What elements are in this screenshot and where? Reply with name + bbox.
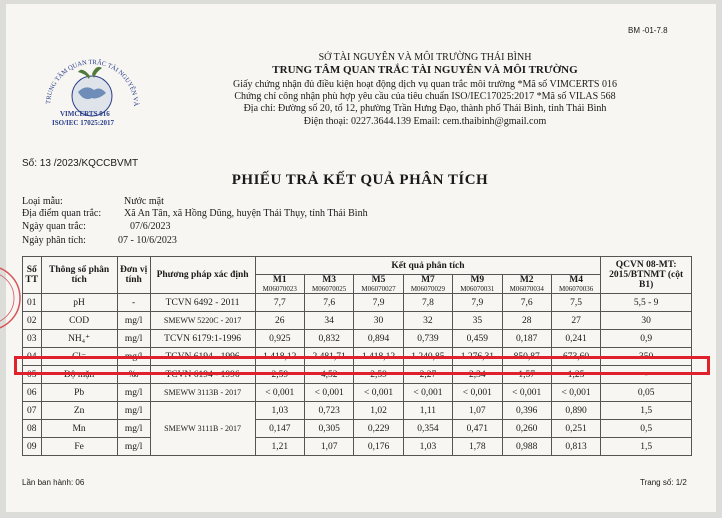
result-value: 0,813 <box>551 438 600 456</box>
unit: mg/l <box>117 402 150 420</box>
header-method: Phương pháp xác định <box>150 257 255 294</box>
result-value: 7,9 <box>354 294 403 312</box>
result-value: 32 <box>403 312 452 330</box>
header-results: Kết quả phân tích <box>255 257 601 275</box>
result-value: 0,305 <box>304 420 353 438</box>
result-value: 0,739 <box>403 330 452 348</box>
result-value: 2,34 <box>453 366 502 384</box>
result-value: 26 <box>255 312 304 330</box>
result-value: 0,988 <box>502 438 551 456</box>
document-number: Số: 13 /2023/KQCCBVMT <box>22 158 139 169</box>
standard-limit: 1,5 <box>601 438 692 456</box>
result-value: 0,241 <box>551 330 600 348</box>
result-value: 1,03 <box>255 402 304 420</box>
result-value: 1,02 <box>354 402 403 420</box>
sample-code: M06070031 <box>460 285 495 293</box>
result-value: 1.276,31 <box>453 348 502 366</box>
method: SMEWW 3111B - 2017 <box>150 402 255 456</box>
result-value: 7,9 <box>453 294 502 312</box>
sample-code: M06070036 <box>558 285 594 293</box>
contact-info: Điện thoại: 0227.3644.139 Email: cem.thaibinh@gmail.com <box>303 116 547 127</box>
method: TCVN 6492 - 2011 <box>150 294 255 312</box>
table-row <box>23 312 692 330</box>
table-row <box>23 438 692 456</box>
sample-name: M2 <box>519 275 534 285</box>
sample-type-value: Nước mặt <box>124 196 164 207</box>
parameter-name: Mn <box>41 420 117 438</box>
result-value: < 0,001 <box>403 384 452 402</box>
result-value: 1,21 <box>255 438 304 456</box>
result-value: 7,6 <box>304 294 353 312</box>
sample-name: M4 <box>569 275 583 285</box>
result-value: 0,354 <box>403 420 452 438</box>
row-number: 07 <box>23 402 42 420</box>
result-value: < 0,001 <box>304 384 353 402</box>
sample-code: M06070029 <box>410 285 446 293</box>
unit: mg/l <box>117 384 150 402</box>
result-value: 1,25 <box>551 366 600 384</box>
result-value: 34 <box>304 312 353 330</box>
result-value: 2,27 <box>403 366 452 384</box>
result-value: 1,07 <box>304 438 353 456</box>
sample-name: M9 <box>470 275 485 285</box>
standard-limit: 1,5 <box>601 402 692 420</box>
sample-name: M5 <box>371 275 386 285</box>
result-value: 0,396 <box>502 402 551 420</box>
edition: Lần ban hành: 06 <box>22 478 85 487</box>
sample-code: M06070025 <box>312 285 347 293</box>
result-value: 0,187 <box>502 330 551 348</box>
method: TCVN 6179:1-1996 <box>150 330 255 348</box>
sample-header <box>304 275 353 294</box>
parameter-name: Zn <box>41 402 117 420</box>
unit: mg/l <box>117 348 150 366</box>
unit: ‰ <box>117 366 150 384</box>
sample-code: M06070027 <box>361 285 396 293</box>
location-label: Địa điểm quan trắc: <box>22 208 102 219</box>
table-row <box>23 294 692 312</box>
row-number: 02 <box>23 312 42 330</box>
result-value: 7,8 <box>403 294 452 312</box>
sample-header <box>453 275 502 294</box>
result-value: < 0,001 <box>453 384 502 402</box>
method: TCVN 6194 - 1996 <box>150 366 255 384</box>
result-value: 2.481,71 <box>304 348 353 366</box>
analysis-date-label: Ngày phân tích: <box>22 235 86 246</box>
result-value: 0,229 <box>354 420 403 438</box>
parameter-name: Fe <box>41 438 117 456</box>
result-value: 673,60 <box>551 348 600 366</box>
standard-limit: 30 <box>601 312 692 330</box>
result-value: 0,459 <box>453 330 502 348</box>
form-code: BM -01-7.8 <box>628 26 668 35</box>
result-value: 2,59 <box>255 366 304 384</box>
result-value: 1,57 <box>502 366 551 384</box>
certification-line-1: Giấy chứng nhận đủ điều kiện hoạt động dịch vụ quan trắc môi trường *Mã số VIMCERTS 016 <box>233 79 617 90</box>
unit: mg/l <box>117 312 150 330</box>
sample-header <box>255 275 304 294</box>
table-row <box>23 330 692 348</box>
result-value: 1.418,12 <box>354 348 403 366</box>
method: TCVN 6194 - 1996 <box>150 348 255 366</box>
result-value: < 0,001 <box>502 384 551 402</box>
result-value: 0,890 <box>551 402 600 420</box>
table-header-row <box>23 257 692 275</box>
location-value: Xã An Tân, xã Hồng Dũng, huyện Thái Thụy, tỉnh Thái Bình <box>124 208 368 219</box>
row-number: 05 <box>23 366 42 384</box>
organization-logo <box>36 46 148 146</box>
center-name: TRUNG TÂM QUAN TRẮC TÀI NGUYÊN VÀ MÔI TRƯỜNG <box>272 64 578 76</box>
sample-header <box>502 275 551 294</box>
result-value: 1.240,85 <box>403 348 452 366</box>
result-value: 0,894 <box>354 330 403 348</box>
certification-line-2: Chứng chỉ công nhận phù hợp yêu cầu của tiêu chuẩn ISO/IEC17025:2017 *Mã số VILAS 568 <box>234 91 616 102</box>
result-value: 0,832 <box>304 330 353 348</box>
result-value: 2,59 <box>354 366 403 384</box>
parameter-name: Cl⁻ <box>41 348 117 366</box>
result-value: 0,723 <box>304 402 353 420</box>
header-standard: QCVN 08-MT: 2015/BTNMT (cột B1) <box>601 257 692 294</box>
method: SMEWW 5220C - 2017 <box>150 312 255 330</box>
standard-limit: 0,9 <box>601 330 692 348</box>
address: Địa chỉ: Đường số 20, tổ 12, phường Trần Hưng Đạo, thành phố Thái Bình, tỉnh Thái Bình <box>243 103 607 114</box>
standard-limit: 5,5 - 9 <box>601 294 692 312</box>
sample-name: M1 <box>272 275 287 285</box>
unit: mg/l <box>117 438 150 456</box>
result-value: 7,6 <box>502 294 551 312</box>
stamp-fragment <box>0 258 22 338</box>
svg-text:TRUNG TÂM QUAN TRẮC TÀI NGUYÊN: TRUNG TÂM QUAN TRẮC TÀI NGUYÊN VÀ <box>45 58 140 107</box>
row-number: 09 <box>23 438 42 456</box>
table-row <box>23 402 692 420</box>
result-value: 7,5 <box>551 294 600 312</box>
highlight-box <box>14 356 710 375</box>
table-row <box>23 384 692 402</box>
parameter-name: COD <box>41 312 117 330</box>
result-value: 30 <box>354 312 403 330</box>
parameter-name: pH <box>41 294 117 312</box>
method: SMEWW 3113B - 2017 <box>150 384 255 402</box>
header-unit: Đơn vị tính <box>117 257 150 294</box>
standard-limit: - <box>601 366 692 384</box>
result-value: 35 <box>453 312 502 330</box>
result-value: 0,471 <box>453 420 502 438</box>
unit: mg/l <box>117 420 150 438</box>
unit: mg/l <box>117 330 150 348</box>
monitor-date-label: Ngày quan trắc: <box>22 221 86 232</box>
analysis-date-value: 07 - 10/6/2023 <box>118 235 177 246</box>
result-value: 0,176 <box>354 438 403 456</box>
sample-header <box>354 275 403 294</box>
sample-type-label: Loại mẫu: <box>22 196 63 207</box>
result-value: 1,11 <box>403 402 452 420</box>
row-number: 03 <box>23 330 42 348</box>
page-number: Trang số: 1/2 <box>640 478 687 487</box>
sample-name: M3 <box>322 275 336 285</box>
result-value: < 0,001 <box>354 384 403 402</box>
logo-line-1: VIMCERTS 016 <box>60 110 110 118</box>
monitor-date-value: 07/6/2023 <box>130 221 171 232</box>
sample-header <box>403 275 452 294</box>
result-value: 7,7 <box>255 294 304 312</box>
sample-header <box>551 275 600 294</box>
parameter-name: NH₄⁺ <box>41 330 117 348</box>
result-value: 1,78 <box>453 438 502 456</box>
result-value: 4,52 <box>304 366 353 384</box>
result-value: 1,03 <box>403 438 452 456</box>
sample-code: M06070023 <box>262 285 297 293</box>
standard-limit: 350 <box>601 348 692 366</box>
result-value: < 0,001 <box>255 384 304 402</box>
department-name: SỞ TÀI NGUYÊN VÀ MÔI TRƯỜNG THÁI BÌNH <box>318 52 532 63</box>
standard-limit: 0,05 <box>601 384 692 402</box>
sample-name: M7 <box>421 275 435 285</box>
result-value: 0,147 <box>255 420 304 438</box>
result-value: 1.418,12 <box>255 348 304 366</box>
result-value: 850,87 <box>502 348 551 366</box>
standard-limit: 0,5 <box>601 420 692 438</box>
table-row <box>23 420 692 438</box>
unit: - <box>117 294 150 312</box>
row-number: 06 <box>23 384 42 402</box>
result-value: < 0,001 <box>551 384 600 402</box>
result-value: 28 <box>502 312 551 330</box>
logo-line-2: ISO/IEC 17025:2017 <box>52 119 115 127</box>
result-value: 1,07 <box>453 402 502 420</box>
sample-code: M06070034 <box>509 285 544 293</box>
result-value: 27 <box>551 312 600 330</box>
row-number: 04 <box>23 348 42 366</box>
header-no: Số TT <box>23 257 42 294</box>
report-title: PHIẾU TRẢ KẾT QUẢ PHÂN TÍCH <box>231 172 489 188</box>
result-value: 0,925 <box>255 330 304 348</box>
row-number: 01 <box>23 294 42 312</box>
result-value: 0,260 <box>502 420 551 438</box>
parameter-name: Pb <box>41 384 117 402</box>
result-value: 0,251 <box>551 420 600 438</box>
parameter-name: Độ mặn <box>41 366 117 384</box>
row-number: 08 <box>23 420 42 438</box>
header-parameter: Thông số phân tích <box>41 257 117 294</box>
